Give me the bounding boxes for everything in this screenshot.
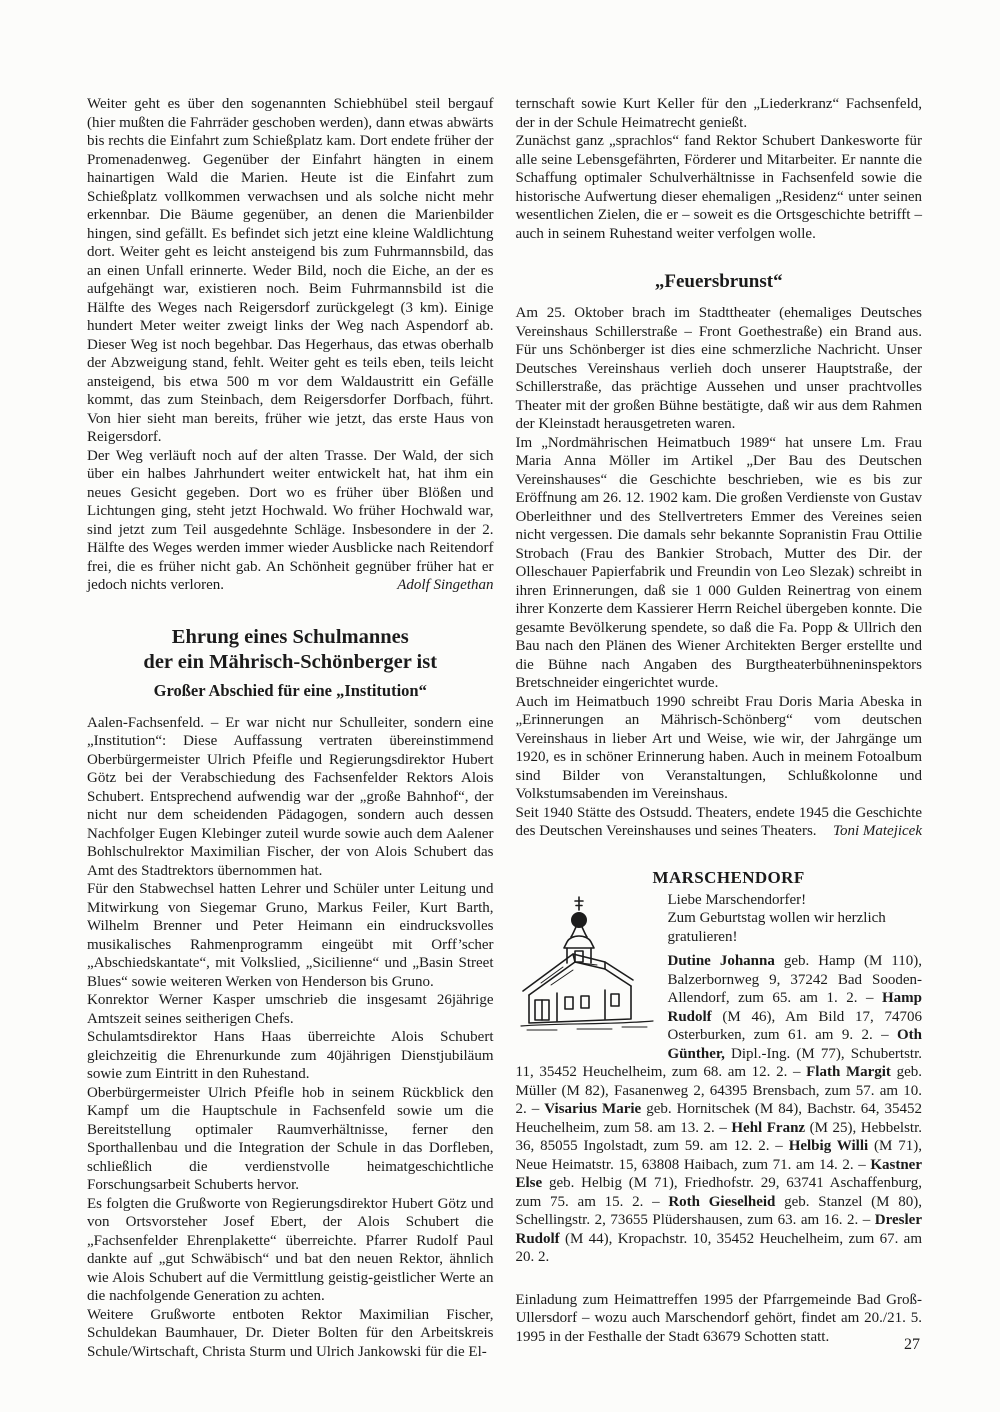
paragraph-feuersbrunst: Im „Nordmährischen Heimatbuch 1989“ hat unsere Lm. Frau Maria Anna Möller im Artikel „Der Bau des Deutschen Vereinshauses“ die Geschichte beschrieben, wie es bis zur Eröffnung am 26. 12. 1902 kam. Die großen Verdienste von Gustav Oberleithner und des Stellvertreters Emmer des Vereines seien nicht vergessen. Die damals sehr bekannte Sopranistin Frau Ottilie Strobach (Frau des Bankier Strobach, Mutter des Dir. der Olleschauer Papierfabrik und Freundin von Leo Slezak) schreibt in ihren Erinnerungen, daß sie 1 000 Gulden Reinertrag von einem ihrer Konzerte dem Kassierer Herrn Reichel übergeben konnte. Die gesamte Bevölkerung spendete, so daß die Fa. Popp & Ullrich den Bau nach den Plänen des Wiener Architekten Berger erstellte und die Bühne nach Angaben des Burgtheaterbühneninspektors Bretschneider eingerichtet wurde. — [515, 434, 922, 691]
paragraph-article: Es folgten die Grußworte von Regierungsdirektor Hubert Götz und von Ortsvorsteher Josef Ebert, der Alois Schubert die „Fachsenfelder Ehrenplakette“ überreichte. Pfarrer Rudolf Paul dankte auf „gut Schwäbisch“ und bat den neuen Rektor, ähnlich wie Alois Schubert auf die Vermittlung geistig-geistlicher Werte an die nachfolgende Generation zu achten. — [87, 1195, 494, 1304]
article-title-line1: Ehrung eines Schulmannes — [171, 625, 409, 648]
paragraph-einladung: Einladung zum Heimattreffen 1995 der Pfarrgemeinde Bad Groß-Ullersdorf – wozu auch Marschendorf gehört, findet am 20./21. 5. 1995 in der Festhalle der Stadt 63679 Schotten statt. — [515, 1291, 922, 1345]
page-number: 27 — [904, 1336, 920, 1353]
church-drawing — [516, 893, 658, 1043]
feuersbrunst-title: „Feuersbrunst“ — [654, 271, 783, 292]
paragraph-trail-description: Weiter geht es über den sogenannten Schiebhübel steil bergauf (hier mußten die Fahrräder geschoben werden), dann etwas abwärts bis rechts die Einfahrt zum Schießplatz kam. Dort endete früher der Promenadenweg. Gegenüber der Einfahrt hängten in einem hainartigen Wald die Marien. Heute ist die Einfahrt zum Schießplatz vollkommen verwachsen und als solche nicht mehr erkennbar. Die Bäume gegenüber, an denen die Marienbilder hingen, sind gefällt. Es befindet sich jetzt eine kleine Waldlichtung dort. Weiter geht es leicht ansteigend bis zum Fuhrmannsbild, das an einen Unfall erinnerte. Weder Bild, noch die Eiche, an der es aufgehängt war, existieren noch. Beim Fuhrmannsbild ist die Hälfte des Weges nach Reigersdorf zurückgelegt (3 km). Einige hundert Meter weiter zweigt links der Weg nach Aspendorf ab. Dieser Weg ist noch begehbar. Das Hegerhaus, das etwas oberhalb der Abzweigung stand, fehlt. Weiter geht es teils eben, teils leicht ansteigend, bis etwa 500 m vor dem Waldaustritt ein Gefälle kommt, das zum Steinbach, dem Reigersdorfer Dorfbach, führt. Von hier sieht man bereits, früher wie jetzt, das erste Haus von Reigersdorf. — [87, 96, 494, 445]
author-signature: Toni Matejicek — [832, 823, 922, 839]
paragraph-article: Konrektor Werner Kasper umschrieb die insgesamt 26jährige Amtszeit seines seitherigen Chefs. — [87, 992, 494, 1027]
left-column — [87, 95, 494, 1361]
paragraph-text: Der Weg verläuft noch auf der alten Trasse. Der Wald, der sich über ein halbes Jahrhundert weiter entwickelt hat, hat ihm ein neues Gesicht gegeben. Dort wo es früher über Blößen und Lichtungen ging, steht jetzt Hochwald. Wo früher Hochwald war, sind jetzt zum Teil ausgedehnte Schläge. Insbesondere in der 2. Hälfte des Weges werden immer wieder Ausblicke nach Reitendorf frei, die es früher nicht gab. An Schönheit gegnüber früher hat er jedoch nichts verloren. — [87, 447, 494, 593]
paragraph-feuersbrunst-end — [516, 804, 923, 841]
marschendorf-section — [516, 868, 923, 1267]
article-subtitle: Großer Abschied für eine „Institution“ — [153, 680, 427, 700]
paragraph-article-continuation: ternschaft sowie Kurt Keller für den „Liederkranz“ Fachsenfeld, der in der Schule Heimatrecht genießt. — [515, 96, 922, 131]
paragraph-article: Weitere Grußworte entboten Rektor Maximilian Fischer, Schuldekan Baumhauer, Dr. Dieter Bolten für den Arbeitskreis Schule/Wirtschaft, Christa Sturm und Ulrich Jankowski für die El- — [87, 1306, 494, 1360]
paragraph-article: Oberbürgermeister Ulrich Pfeifle hob in seinem Rückblick den Kampf um die Hauptschule in Fachsenfeld sowie um die Bereitstellung optimaler Raumverhältnisse, ferner den Sporthallenbau und die Integration der Schule in das Dorfleben, schließlich die verdienstvolle heimatgeschichtliche Forschungsarbeit Schuberts hervor. — [87, 1084, 494, 1193]
author-signature: Adolf Singethan — [397, 577, 494, 593]
paragraph-article-continuation: Zunächst ganz „sprachlos“ fand Rektor Schubert Dankesworte für alle seine Lebensgefährten, Förderer und Mitarbeiter. Er nannte die Schaffung optimaler Schulverhältnisse in Fachsenfeld sowie die historische Aufwertung dieser ehemaligen „Residenz“ unter seinen wesentlichen Zielen, die er – soweit es die Ortsgeschichte betrifft – auch in seinem Ruhestand weiter verfolgen wolle. — [515, 133, 922, 242]
paragraph-article: Für den Stabwechsel hatten Lehrer und Schüler unter Leitung und Mitwirkung von Siegemar Gruno, Markus Feiler, Kurt Barth, Wilhelm Brenner und Peter Heimann ein eindrucksvolles musikalisches Rahmenprogramm eingeübt mit Orff’scher „Abschiedskantate“, mit Volkslied, „Sicilienne“ und „Basin Street Blues“ sowie weiteren Werken von Henderson bis Gruno. — [87, 881, 494, 990]
marschendorf-greeting: Liebe Marschendorfer! — [667, 891, 807, 908]
paragraph-feuersbrunst: Auch im Heimatbuch 1990 schreibt Frau Doris Maria Abeska in „Erinnerungen an Mährisch-Schönberg“ vom deutschen Vereinshaus in lieber Art und Weise, wie wir, der Jahrgänge um 1920, es in schöner Erinnerung haben. Auch in meinem Fotoalbum sind Bilder von Veranstaltungen, Schlußkolonne und Volkstumsabenden im Vereinshaus. — [515, 693, 922, 802]
paragraph-article: Aalen-Fachsenfeld. – Er war nicht nur Schulleiter, sondern eine „Institution“: Diese Auffassung vertraten übereinstimmend Oberbürgermeister Ulrich Pfeifle und Regierungsdirektor Hubert Götz bei der Verabschiedung des Fachsenfelder Rektors Alois Schubert. Entsprechend aufwendig war der „große Bahnhof“, der nicht nur dem scheidenden Pädagogen, sondern auch dessen Nachfolger Eugen Klebinger zuteil wurde sowie auch dem Aalener Bohlschulrektor Maximilian Fischer, der von Alois Schubert das Amt des Stadtrektors übernommen hat. — [87, 714, 494, 879]
paragraph-feuersbrunst: Am 25. Oktober brach im Stadttheater (ehemaliges Deutsches Vereinshaus Schillerstraße – Front Goethestraße) ein Brand aus. Für uns Schönberger ist dies eine schmerzliche Nachricht. Unser Deutsches Vereinshaus verlieh doch unserer Hauptstraße, der Schillerstraße, das prächtige Aussehen und unser prachtvolles Theater mit der großen Bühne bestätigte, daß wir aus dem Rahmen der Kleinstadt herausgetreten waren. — [515, 305, 922, 432]
marschendorf-intro: Zum Geburtstag wollen wir herzlich gratulieren! — [667, 910, 886, 945]
article-title-line2: der ein Mährisch-Schönberger ist — [143, 650, 438, 673]
marschendorf-title: MARSCHENDORF — [652, 867, 805, 887]
right-column — [516, 95, 923, 1361]
birthday-list: Dutine Johanna geb. Hamp (M 110), Balzerbornweg 9, 37242 Bad Sooden-Allendorf, zum 65. am 1. 2. – Hamp Rudolf (M 46), Am Bild 17, 74706 Osterburken, zum 61. am 9. 2. – Oth Günther, Dipl.-Ing. (M 77), Schubertstr. 11, 35452 Heuchelheim, zum 68. am 12. 2. – Flath Margit geb. Müller (M 82), Fasanenweg 2, 64395 Brensbach, zum 57. am 10. 2. – Visarius Marie geb. Hornitschek (M 84), Bachstr. 64, 35452 Heuchelheim, zum 58. am 13. 2. – Hehl Franz (M 25), Hebbelstr. 36, 85055 Ingolstadt, zum 59. am 12. 2. – Helbig Willi (M 71), Neue Heimatstr. 15, 63808 Haibach, zum 71. am 14. 2. – Kastner Else geb. Helbig (M 71), Friedhofstr. 29, 63741 Aschaffenburg, zum 75. am 15. 2. – Roth Gieselheid geb. Stanzel (M 80), Schellingstr. 2, 73655 Plüdershausen, zum 63. am 16. 2. – Dresler Rudolf (M 44), Kropachstr. 10, 35452 Heuchelheim, zum 67. am 20. 2. — [515, 953, 923, 1265]
paragraph-text: Seit 1940 Stätte des Ostsudd. Theaters, endete 1945 die Geschichte des Deutschen Vereinshauses und seines Theaters. — [515, 804, 922, 839]
paragraph-trail-conclusion — [87, 447, 494, 595]
paragraph-article: Schulamtsdirektor Hans Haas überreichte Alois Schubert gleichzeitig die Ehrenurkunde zum 40jährigen Dienstjubiläum sowie zum Eintritt in den Ruhestand. — [87, 1029, 494, 1082]
article-title — [87, 625, 494, 675]
